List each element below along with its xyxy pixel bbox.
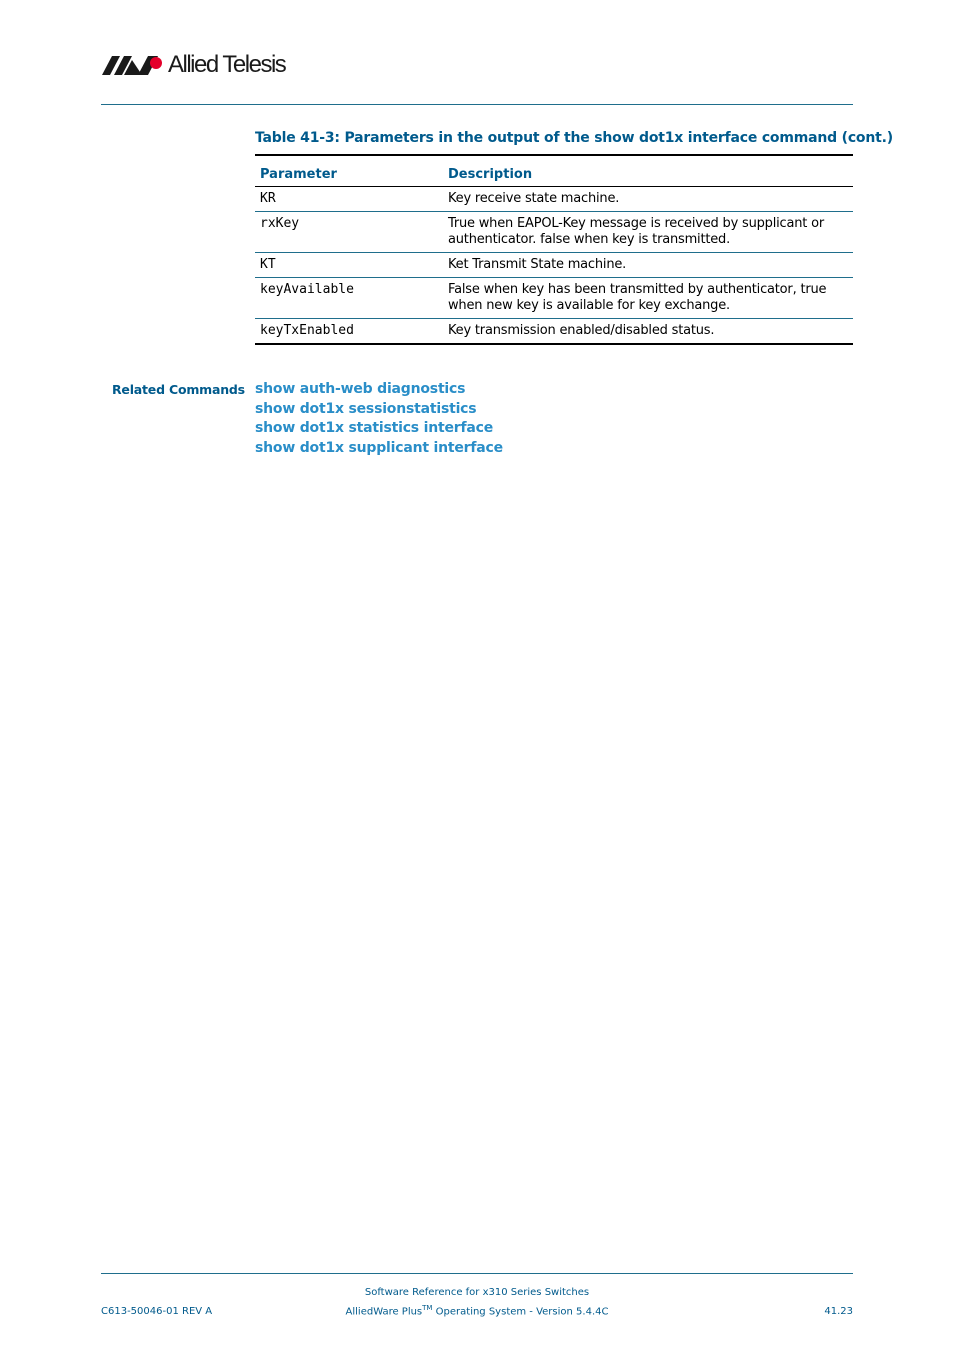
- logo-text: Allied Telesis: [168, 51, 286, 78]
- table-row: [255, 187, 853, 212]
- description-cell: Ket Transmit State machine.: [443, 253, 853, 278]
- description-cell: False when key has been transmitted by authenticator, true when new key is available for key exchange.: [443, 278, 853, 319]
- parameter-cell: keyAvailable: [255, 278, 443, 319]
- description-cell: Key receive state machine.: [443, 187, 853, 212]
- related-commands-list: [255, 380, 503, 458]
- related-link-dot1x-statistics-interface[interactable]: show dot1x statistics interface: [255, 420, 493, 436]
- header-divider: [101, 104, 853, 105]
- footer-doc-id: C613-50046-01 REV A: [101, 1306, 213, 1317]
- table-title: Table 41-3: Parameters in the output of the show dot1x interface command (cont.): [255, 130, 893, 146]
- table-row: [255, 212, 853, 253]
- table-header-row: [255, 155, 853, 187]
- table-row: [255, 253, 853, 278]
- header-description: Description: [443, 155, 853, 187]
- related-link-auth-web-diagnostics[interactable]: show auth-web diagnostics: [255, 381, 466, 397]
- parameters-table: [255, 154, 853, 345]
- footer-version-text: Operating System - Version 5.4.4C: [432, 1306, 609, 1318]
- table-row: [255, 319, 853, 345]
- footer-divider: [101, 1273, 853, 1274]
- related-link-dot1x-sessionstatistics[interactable]: show dot1x sessionstatistics: [255, 400, 477, 417]
- logo-mark-icon: [102, 55, 164, 75]
- table-row: [255, 278, 853, 319]
- footer-page-number: 41.23: [824, 1306, 853, 1317]
- footer-os-name: AlliedWare Plus: [345, 1306, 423, 1318]
- footer-trademark: TM: [422, 1304, 433, 1312]
- description-cell: True when EAPOL-Key message is received by supplicant or authenticator. false when key is transmitted.: [443, 212, 853, 253]
- parameter-cell: KT: [255, 253, 443, 278]
- allied-telesis-logo: [102, 50, 285, 80]
- related-commands-label: Related Commands: [112, 382, 245, 397]
- parameter-cell: rxKey: [255, 212, 443, 253]
- parameter-cell: KR: [255, 187, 443, 212]
- parameter-cell: keyTxEnabled: [260, 323, 354, 338]
- header-parameter: Parameter: [255, 155, 443, 187]
- footer-doc-title: Software Reference for x310 Series Switches: [364, 1287, 590, 1298]
- related-link-dot1x-supplicant-interface[interactable]: show dot1x supplicant interface: [255, 439, 503, 456]
- description-cell: Key transmission enabled/disabled status.: [448, 323, 715, 338]
